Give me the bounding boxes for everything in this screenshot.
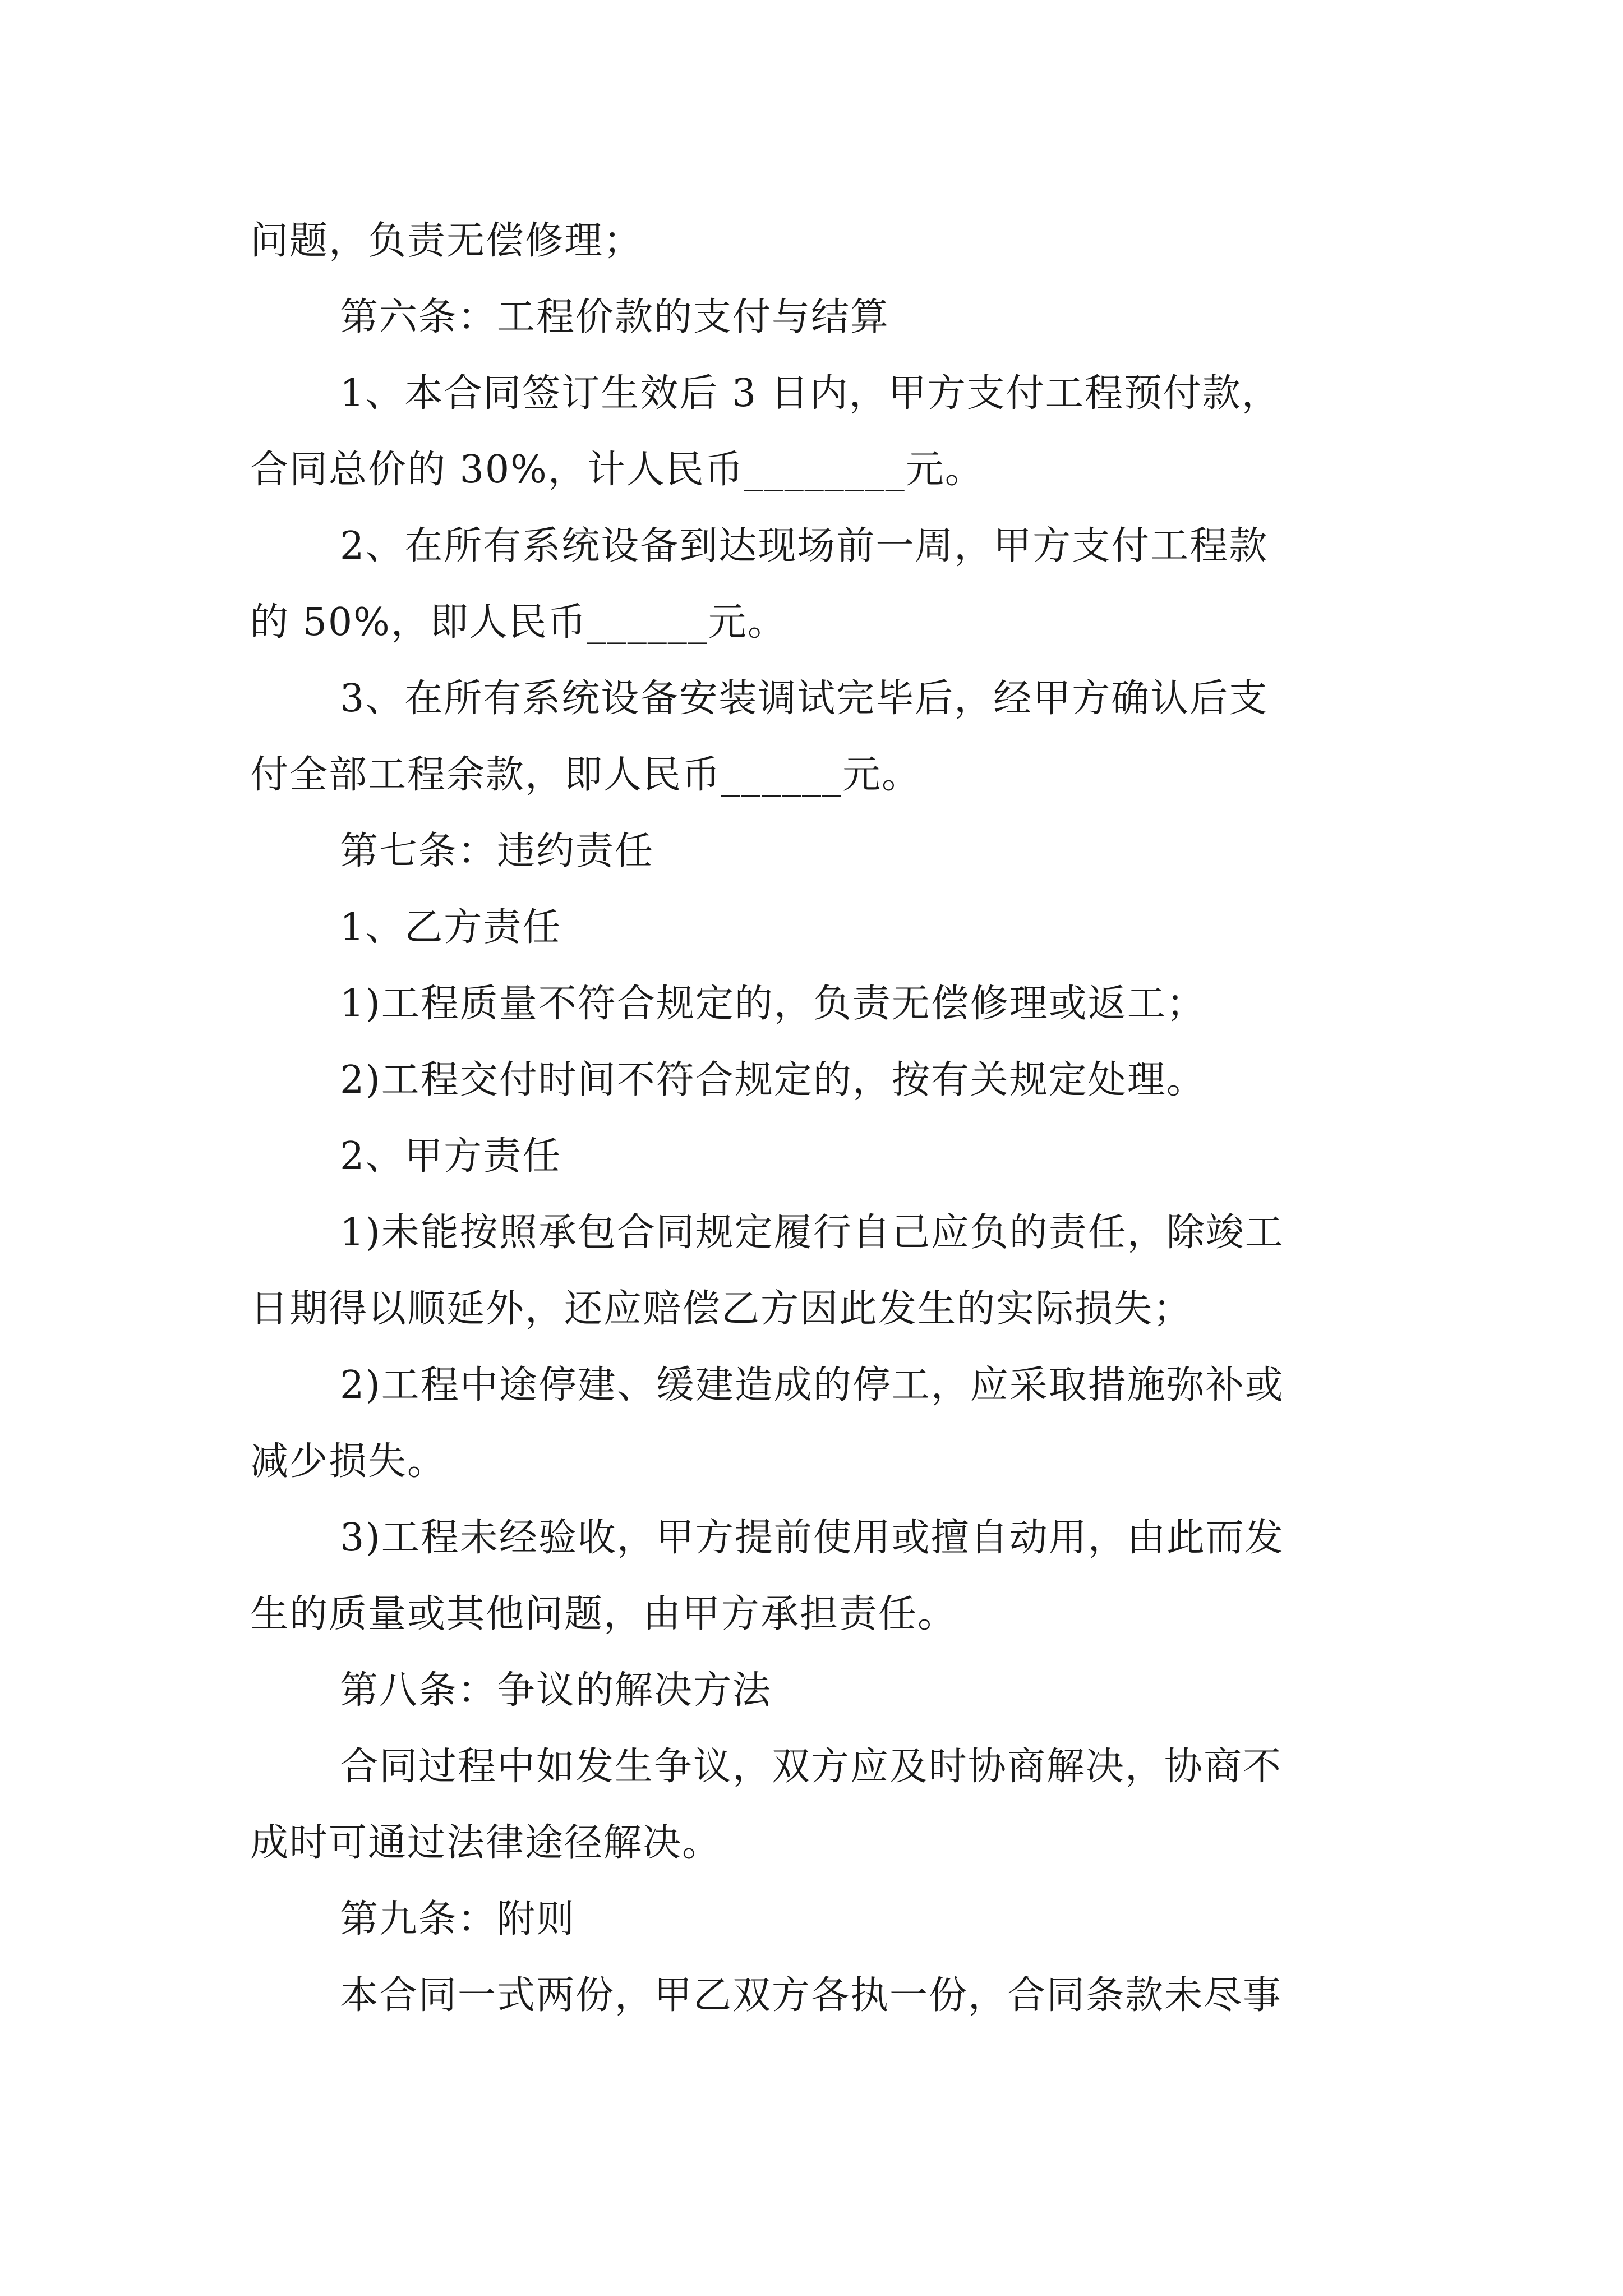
text-line: 2)工程中途停建、缓建造成的停工，应采取措施弥补或 bbox=[340, 1363, 1284, 1407]
text-line: 1)未能按照承包合同规定履行自己应负的责任，除竣工 bbox=[340, 1211, 1284, 1255]
document-body bbox=[250, 203, 1372, 2034]
text-line: 3)工程未经验收，甲方提前使用或擅自动用，由此而发 bbox=[340, 1516, 1284, 1560]
section-heading-article-9: 第九条：附则 bbox=[340, 1897, 576, 1941]
text-line: 生的质量或其他问题，由甲方承担责任。 bbox=[250, 1592, 957, 1636]
text-line: 1)工程质量不符合规定的，负责无偿修理或返工； bbox=[340, 982, 1206, 1026]
text-line: 本合同一式两份，甲乙双方各执一份，合同条款未尽事 bbox=[340, 1973, 1283, 2018]
text-line: 1、本合同签订生效后 3 日内，甲方支付工程预付款， bbox=[340, 371, 1281, 416]
text-line: 的 50%，即人民币______元。 bbox=[250, 600, 787, 645]
text-line: 成时可通过法律途径解决。 bbox=[250, 1821, 722, 1865]
subsection-heading: 2、甲方责任 bbox=[340, 1134, 562, 1179]
section-heading-article-7: 第七条：违约责任 bbox=[340, 829, 654, 873]
text-line: 日期得以顺延外，还应赔偿乙方因此发生的实际损失； bbox=[250, 1287, 1193, 1331]
text-line: 问题，负责无偿修理； bbox=[250, 219, 643, 263]
section-heading-article-6: 第六条：工程价款的支付与结算 bbox=[340, 295, 890, 339]
text-line: 3、在所有系统设备安装调试完毕后，经甲方确认后支 bbox=[340, 677, 1269, 721]
subsection-heading: 1、乙方责任 bbox=[340, 905, 562, 950]
text-line: 2、在所有系统设备到达现场前一周，甲方支付工程款 bbox=[340, 524, 1269, 568]
text-line: 2)工程交付时间不符合规定的，按有关规定处理。 bbox=[340, 1058, 1206, 1102]
text-line: 付全部工程余款，即人民币______元。 bbox=[250, 753, 921, 797]
text-line: 合同总价的 30%，计人民币________元。 bbox=[250, 448, 984, 492]
text-line: 合同过程中如发生争议，双方应及时协商解决，协商不 bbox=[340, 1745, 1283, 1789]
section-heading-article-8: 第八条：争议的解决方法 bbox=[340, 1668, 772, 1713]
text-line: 减少损失。 bbox=[250, 1439, 447, 1484]
